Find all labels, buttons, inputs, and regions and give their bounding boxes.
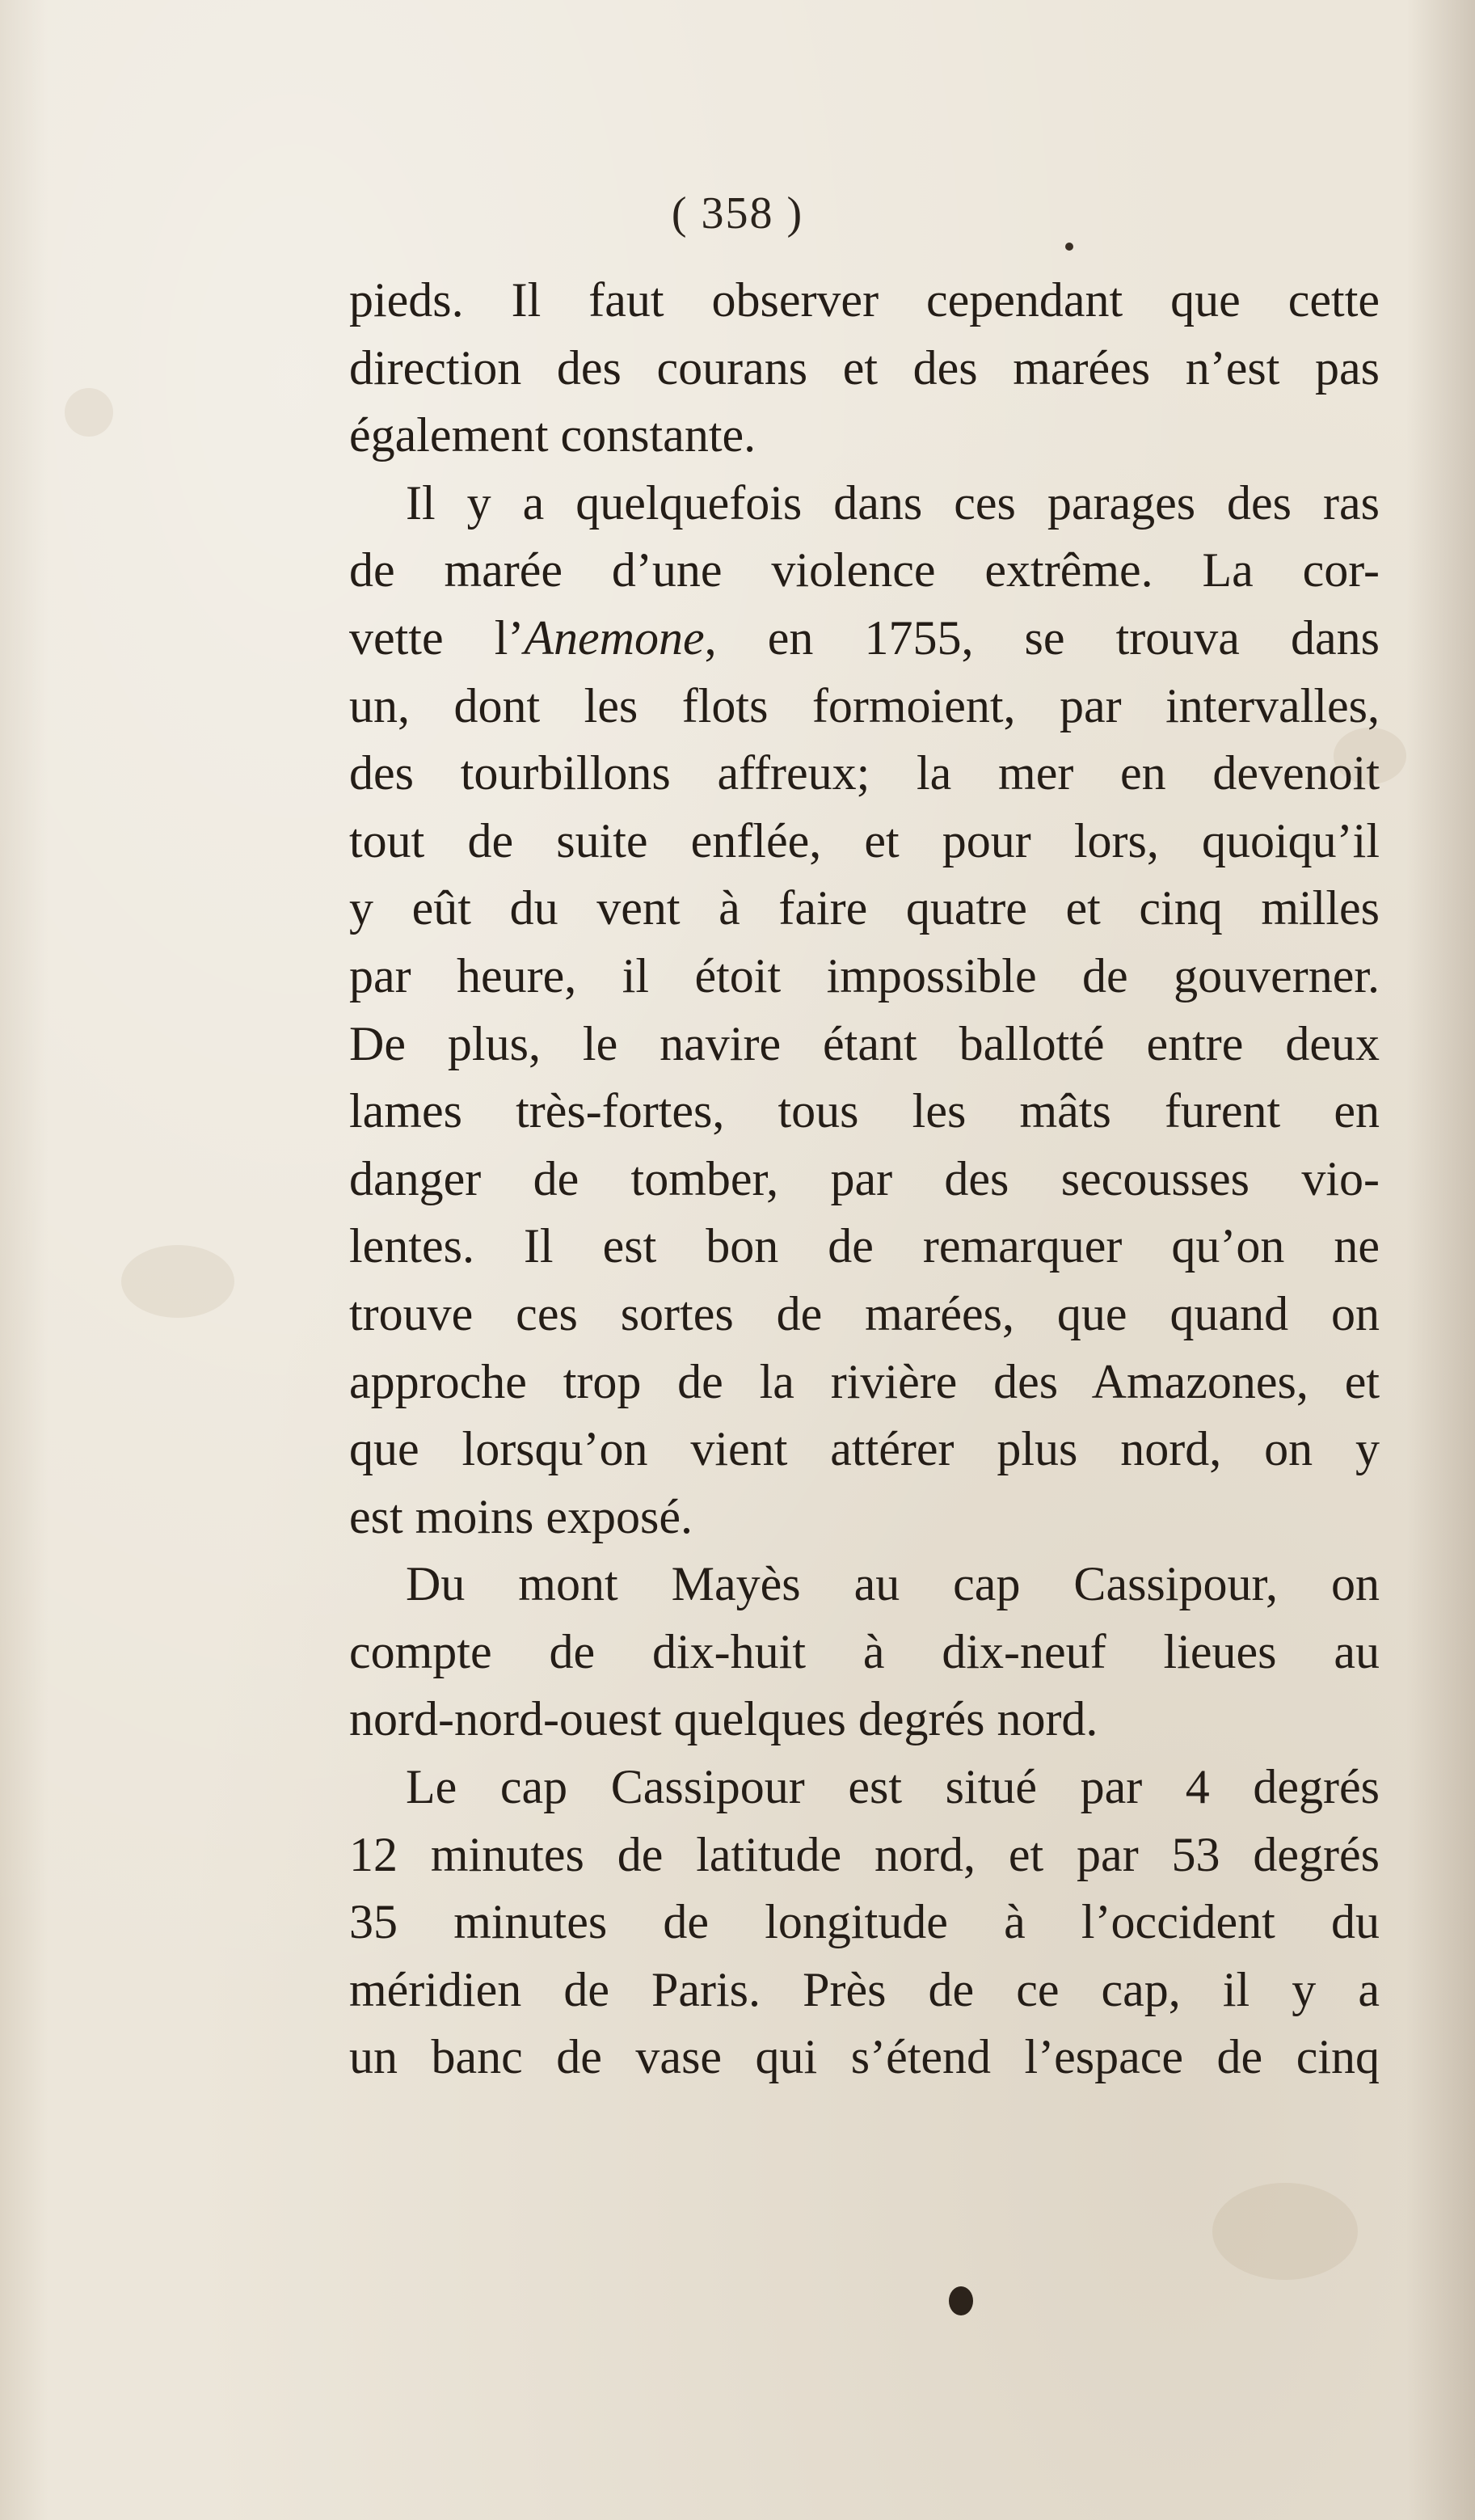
text-line: est moins exposé. [349, 1489, 693, 1543]
text-line: danger de tomber, par des secousses vio- [349, 1151, 1380, 1205]
text-line: 12 minutes de latitude nord, et par 53 degrés [349, 1827, 1380, 1881]
body-text [349, 267, 1380, 2092]
text-line: direction des courans et des marées n’est pas [349, 340, 1380, 395]
text-line: trouve ces sortes de marées, que quand on [349, 1286, 1380, 1340]
text-line: compte de dix-huit à dix-neuf lieues au [349, 1624, 1380, 1678]
text-line-part: vette l’ [349, 610, 525, 665]
paper-stain [65, 388, 113, 437]
text-line: lentes. Il est bon de remarquer qu’on ne [349, 1219, 1380, 1273]
page-ornament [949, 2286, 973, 2315]
text-line: approche trop de la rivière des Amazones, et [349, 1354, 1380, 1408]
text-line: que lorsqu’on vient attérer plus nord, on y [349, 1422, 1380, 1476]
text-line: méridien de Paris. Près de ce cap, il y a [349, 1962, 1380, 2016]
text-line: des tourbillons affreux; la mer en devenoit [349, 746, 1380, 800]
text-line: un, dont les flots formoient, par intervalles, [349, 678, 1380, 732]
text-line: Le cap Cassipour est situé par 4 degrés [406, 1760, 1380, 1814]
text-line [349, 605, 1380, 673]
text-line: Du mont Mayès au cap Cassipour, on [406, 1557, 1380, 1611]
paper-stain [1212, 2183, 1358, 2280]
text-line: y eût du vent à faire quatre et cinq milles [349, 881, 1380, 935]
paper-stain [121, 1245, 234, 1318]
text-line: Il y a quelquefois dans ces parages des ras [406, 475, 1380, 530]
text-line: également constante. [349, 408, 756, 462]
text-line-part: , en 1755, se trouva dans [704, 610, 1380, 665]
text-line: de marée d’une violence extrême. La cor- [349, 543, 1380, 597]
text-line: un banc de vase qui s’étend l’espace de cinq [349, 2030, 1380, 2084]
text-line: 35 minutes de longitude à l’occident du [349, 1895, 1380, 1949]
page-number: ( 358 ) [671, 188, 804, 238]
text-line: lames très-fortes, tous les mâts furent en [349, 1084, 1380, 1138]
text-line: De plus, le navire étant ballotté entre deux [349, 1016, 1380, 1070]
text-line: nord-nord-ouest quelques degrés nord. [349, 1692, 1098, 1746]
text-line: par heure, il étoit impossible de gouverner. [349, 948, 1380, 1003]
text-line: pieds. Il faut observer cependant que cette [349, 273, 1380, 327]
ink-speck [1065, 243, 1073, 251]
ship-name: Anemone [524, 610, 705, 665]
text-line: tout de suite enflée, et pour lors, quoiqu’il [349, 813, 1380, 867]
page-number-header [0, 188, 1475, 252]
